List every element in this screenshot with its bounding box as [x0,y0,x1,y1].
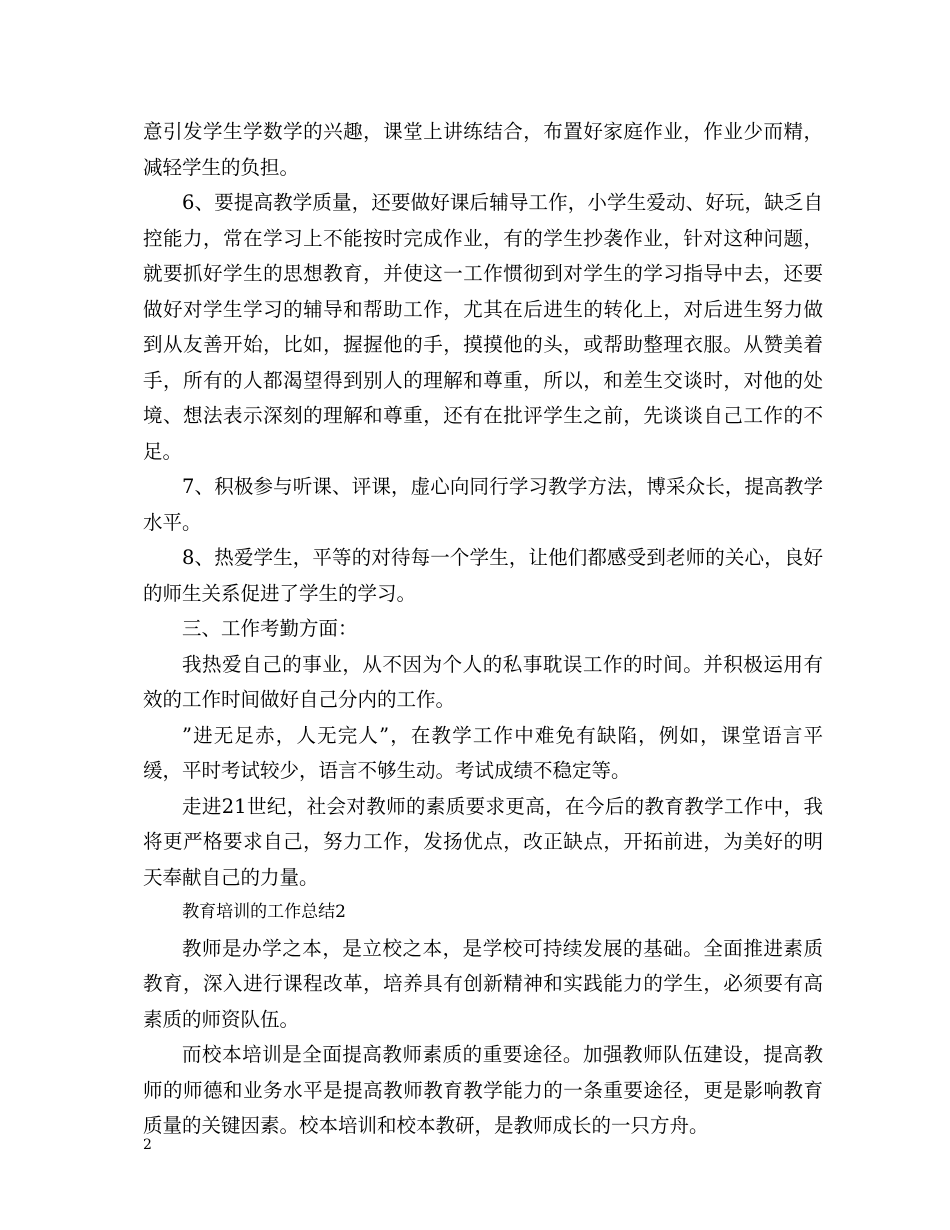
paragraph-item-7: 7、积极参与听课、评课，虚心向同行学习教学方法，博采众长，提高教学水平。 [143,475,823,534]
paragraph-school-training: 而校本培训是全面提高教师素质的重要途径。加强教师队伍建设，提高教师的师德和业务水平是提高教师教育教学能力的一条重要途径，更是影响教育质量的关键因素。校本培训和校本教研，是教师成长的一只方舟。 [143,1043,823,1137]
paragraph-outlook: 走进21世纪，社会对教师的素质要求更高，在今后的教育教学工作中，我将更严格要求自己，努力工作，发扬优点，改正缺点，开拓前进，为美好的明天奉献自己的力量。 [143,794,823,889]
paragraph-item-6: 6、要提高教学质量，还要做好课后辅导工作，小学生爱动、好玩，缺乏自控能力，常在学习上不能按时完成作业，有的学生抄袭作业，针对这种问题，就要抓好学生的思想教育，并使这一工作惯彻到对学生的学习指导中去，还要做好对学生学习的辅导和帮助工作，尤其在后进生的转化上，对后进生努力做到从友善开始，比如，握握他的手，摸摸他的头，或帮助整理衣服。从赞美着手，所有的人都渴望得到别人的理解和尊重，所以，和差生交谈时，对他的处境、想法表示深刻的理解和尊重，还有在批评学生之前，先谈谈自己工作的不足。 [143,191,823,463]
paragraph-shortcomings: ”进无足赤，人无完人”，在教学工作中难免有缺陷，例如，课堂语言平缓，平时考试较少，语言不够生动。考试成绩不稳定等。 [143,723,823,782]
paragraph-item-8: 8、热爱学生，平等的对待每一个学生，让他们都感受到老师的关心，良好的师生关系促进了学生的学习。 [143,546,823,605]
paragraph-continuation: 意引发学生学数学的兴趣，课堂上讲练结合，布置好家庭作业，作业少而精，减轻学生的负担。 [143,120,823,179]
page-number: 2 [143,1137,152,1153]
paragraph-attendance: 我热爱自己的事业，从不因为个人的私事耽误工作的时间。并积极运用有效的工作时间做好自己分内的工作。 [143,652,823,711]
paragraph-intro: 教师是办学之本，是立校之本，是学校可持续发展的基础。全面推进素质教育，深入进行课程改革，培养具有创新精神和实践能力的学生，必须要有高素质的师资队伍。 [143,936,823,1031]
section-heading-attendance: 三、工作考勤方面： [182,617,358,640]
body-text [143,114,823,1144]
article-title: 教育培训的工作总结2 [182,902,346,922]
